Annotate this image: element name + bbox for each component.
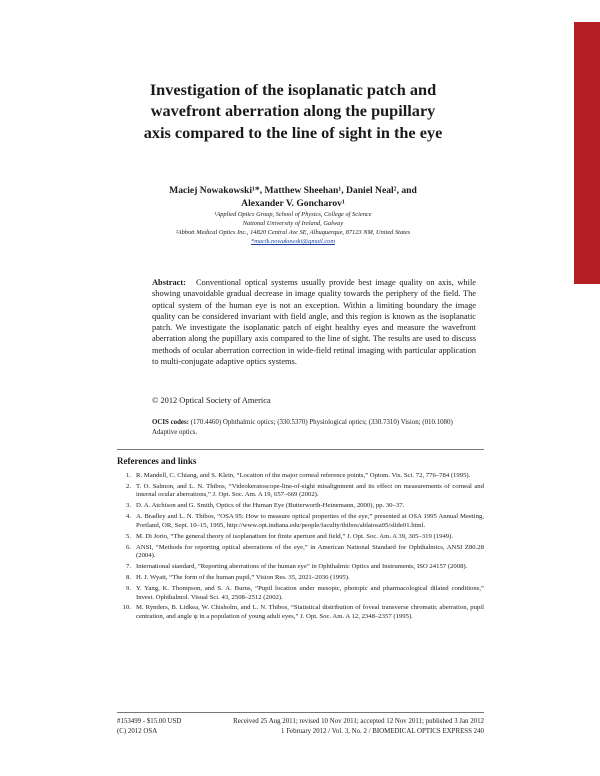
affiliation-1b: National University of Ireland, Galway xyxy=(242,220,344,227)
reference-item: 1. R. Mandell, C. Chiang, and S. Klein, “Location of the major corneal reference points,” Optom. Vis. Sci. 72, 776–784 (1995). xyxy=(125,472,471,479)
abstract xyxy=(152,277,476,367)
journal-title: Biomedical Optics xyxy=(554,30,571,162)
reference-item: 8. H. J. Wyatt, “The form of the human pupil,” Vision Res. 35, 2021–2036 (1995). xyxy=(125,574,350,582)
email-link[interactable]: *macik.nowakowski@gmail.com xyxy=(251,238,335,245)
journal-name xyxy=(553,30,571,270)
reference-list xyxy=(117,472,484,624)
reference-item: 4. A. Bradley and L. N. Thibos, “OSA 95: How to measure optical properties of the eye,” presented at OSA 1995 Annual Meeting, Portland, OR, Sept. 10–15, 1995, http://www.opt.indiana.edu/people/faculty/thibos/ablatosa95/slide01.html. xyxy=(125,513,484,529)
reference-item: 10. M. Rynders, B. Lidkea, W. Chisholm, and L. N. Thibos, “Statistical distribution of foveal transverse chromatic aberration, pupil centration, and angle ψ in a population of young adult eyes,” J. Opt. Soc. Am. A 12, 2348–2357 (1995). xyxy=(122,604,484,620)
abstract-text: Conventional optical systems usually provide best image quality on axis, while showing unavoidable gradual decrease in image quality towards the periphery of the field. The optical system of the human eye is not an exception. Within a limiting boundary the image quality can be considered invariant with field angle, and this region is known as the isoplanatic patch. We investigate the isoplanatic patch of eight healthy eyes and measure the wavefront aberration along the pupillary axis compared to the line of sight. The results are used to discuss methods of ocular aberration correction in wide-field retinal imaging with particular application to multi-conjugate adaptive optics systems. xyxy=(152,278,476,367)
references-heading: References and links xyxy=(117,456,197,466)
author-line-2: Alexander V. Goncharov¹ xyxy=(241,198,345,209)
reference-item: 9. Y. Yang, K. Thompson, and S. A. Burns, “Pupil location under mesopic, photopic and pharmacological dilated conditions,” Invest. Ophthalmol. Visual Sci. 43, 2508–2512 (2002). xyxy=(125,584,484,601)
reference-item: 3. D. A. Atchison and G. Smith, Optics of the Human Eye (Butterworth-Heinemann, 2000), pp. 30–37. xyxy=(125,502,405,510)
journal-side-tab xyxy=(574,22,600,284)
divider-top xyxy=(117,449,484,450)
ocis-codes xyxy=(152,418,476,437)
reference-item: 6. ANSI, “Methods for reporting optical aberrations of the eye,” in American National Standard for Ophthalmics, ANSI Z80.28 (2004). xyxy=(125,543,484,560)
footer-price: #153499 - $15.00 USD xyxy=(117,718,182,725)
page-footer xyxy=(117,717,484,736)
author-line-1: Maciej Nowakowski¹*, Matthew Sheehan¹, Daniel Neal², and xyxy=(169,185,417,196)
reference-item: 5. M. Di Jorio, “The general theory of isoplanatism for finite aperture and field,” J. Opt. Soc. Am. A 39, 305–319 (1949). xyxy=(125,532,454,540)
reference-item: 2. T. O. Salmon, and L. N. Thibos, “Videokeratoscope-line-of-sight misalignment and its effect on measurements of corneal and internal ocular aberrations,” J. Opt. Soc. Am. A 19, 657–669 (2002). xyxy=(125,482,484,499)
abstract-label: Abstract: xyxy=(152,278,186,287)
reference-item: 7. International standard, “Reporting aberrations of the human eye” in Ophthalmic Optics and Instruments, ISO 24157 (2008). xyxy=(125,563,468,571)
ocis-text: (170.4460) Ophthalmic optics; (330.5370) Physiological optics; (330.7310) Vision; (010.1080) Adaptive optics. xyxy=(152,419,453,436)
footer-citation: 1 February 2012 / Vol. 3, No. 2 / BIOMEDICAL OPTICS EXPRESS 240 xyxy=(281,727,484,735)
affiliations xyxy=(140,210,446,246)
author-list xyxy=(140,184,446,210)
ocis-label: OCIS codes: xyxy=(152,419,189,426)
footer-copyright: (C) 2012 OSA xyxy=(117,727,158,735)
footer-dates: Received 25 Aug 2011; revised 10 Nov 2011; accepted 12 Nov 2011; published 3 Jan 2012 xyxy=(233,718,484,725)
affiliation-1: ¹Applied Optics Group, School of Physics, College of Science xyxy=(214,211,372,218)
affiliation-2: ²Abbott Medical Optics Inc., 14820 Central Ave SE, Albuquerque, 87123 NM, United States xyxy=(175,229,411,236)
journal-express: EXPRESS xyxy=(555,167,570,238)
paper-title: Investigation of the isoplanatic patch and wavefront aberration along the pupillary axis compared to the line of sight in the eye xyxy=(143,80,443,142)
divider-bottom xyxy=(117,712,484,713)
copyright-notice: © 2012 Optical Society of America xyxy=(152,396,271,405)
